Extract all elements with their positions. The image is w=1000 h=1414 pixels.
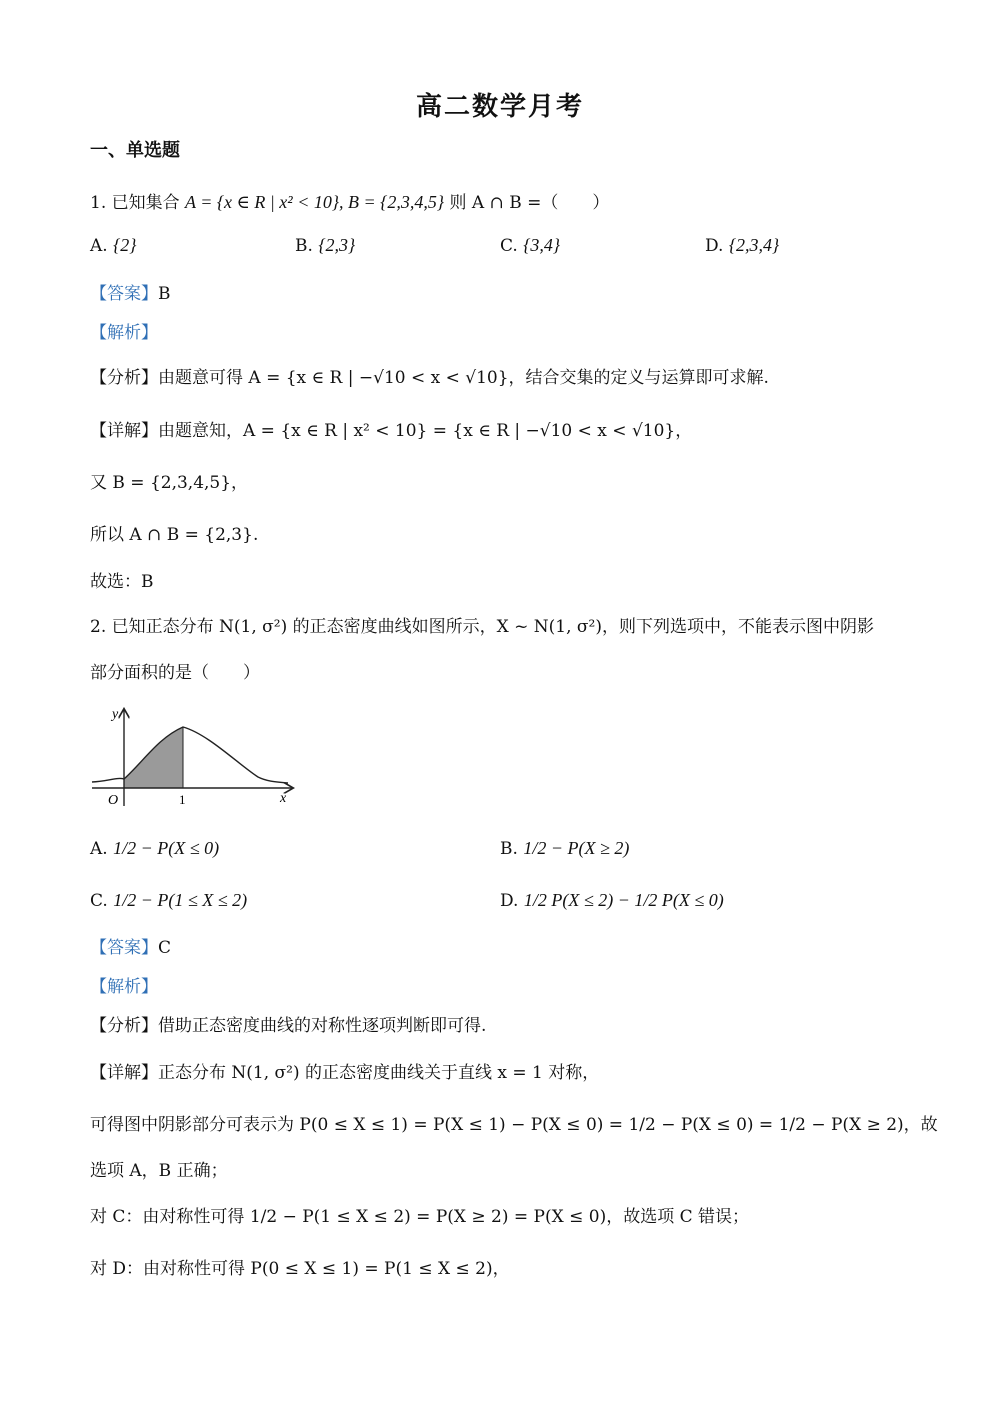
q1-detail-1: 【详解】由题意知，A = {x ∈ R | x² < 10} = {x ∈ R | −√10 < x < √10}， (90, 421, 693, 441)
q1-option-d (705, 235, 779, 256)
q1-option-a (90, 235, 137, 256)
q1-stem-math: A = {x ∈ R | x² < 10}, B = {2,3,4,5} (185, 192, 445, 212)
q2-jiexi: 【解析】 (90, 977, 158, 997)
normal-density-figure (88, 702, 298, 812)
option-label: C. (500, 236, 518, 256)
y-axis-label: y (112, 707, 119, 722)
q2-option-a (90, 838, 219, 859)
q2-detail-4: 对 C：由对称性可得 1/2 − P(1 ≤ X ≤ 2) = P(X ≥ 2) = P(X ≤ 0)，故选项 C 错误； (90, 1207, 750, 1227)
origin-label: O (108, 793, 119, 808)
q1-option-b (295, 235, 355, 256)
answer-label: 【答案】 (90, 938, 158, 958)
density-curve (92, 727, 288, 783)
option-text: 1/2 − P(1 ≤ X ≤ 2) (113, 890, 248, 910)
option-label: C. (90, 891, 108, 911)
option-label: D. (705, 236, 724, 256)
option-text: 1/2 − P(X ≤ 0) (113, 838, 220, 858)
option-text: {2} (113, 235, 137, 255)
q1-stem-suffix: 则 A ∩ B =（ ） (449, 193, 610, 213)
option-text: 1/2 P(X ≤ 2) − 1/2 P(X ≤ 0) (523, 890, 724, 910)
option-label: A. (90, 839, 108, 859)
q1-analysis: 【分析】由题意可得 A = {x ∈ R | −√10 < x < √10}，结合交集的定义与运算即可求解. (90, 368, 769, 388)
option-label: A. (90, 236, 108, 256)
q2-stem-line-2: 部分面积的是（ ） (90, 663, 260, 683)
answer-value: B (158, 284, 171, 304)
page-title: 高二数学月考 (415, 92, 584, 122)
q2-detail-3: 选项 A，B 正确； (90, 1161, 228, 1181)
q2-option-c (90, 890, 247, 911)
option-label: B. (295, 236, 313, 256)
answer-label: 【答案】 (90, 284, 158, 304)
option-label: D. (500, 891, 519, 911)
q2-option-b (500, 838, 629, 859)
option-text: {2,3} (318, 235, 356, 255)
option-text: {2,3,4} (728, 235, 780, 255)
answer-value: C (158, 938, 172, 958)
option-label: B. (500, 839, 518, 859)
option-text: 1/2 − P(X ≥ 2) (523, 838, 630, 858)
q1-detail-3: 所以 A ∩ B = {2,3}. (90, 525, 259, 545)
tick-label: 1 (179, 792, 186, 807)
q2-option-d (500, 890, 724, 911)
q2-detail-1: 【详解】正态分布 N(1, σ²) 的正态密度曲线关于直线 x = 1 对称， (90, 1063, 600, 1083)
q2-analysis: 【分析】借助正态密度曲线的对称性逐项判断即可得. (90, 1016, 487, 1036)
option-text: {3,4} (523, 235, 561, 255)
q1-stem (90, 190, 609, 215)
q1-stem-prefix: 1. 已知集合 (90, 193, 180, 213)
section-heading: 一、单选题 (90, 140, 180, 161)
q1-answer (90, 282, 171, 306)
q1-detail-2: 又 B = {2,3,4,5}， (90, 473, 249, 493)
q1-choose: 故选：B (90, 572, 154, 592)
q2-answer (90, 936, 171, 960)
q2-detail-2: 可得图中阴影部分可表示为 P(0 ≤ X ≤ 1) = P(X ≤ 1) − P(X ≤ 0) = 1/2 − P(X ≤ 0) = 1/2 − P(X ≥ 2)，故 (90, 1115, 938, 1135)
shaded-region (124, 727, 183, 788)
q1-jiexi: 【解析】 (90, 323, 158, 343)
x-axis-label: x (280, 791, 287, 806)
q2-stem-line-1: 2. 已知正态分布 N(1, σ²) 的正态密度曲线如图所示，X ~ N(1, σ²)，则下列选项中，不能表示图中阴影 (90, 617, 874, 637)
q2-detail-5: 对 D：由对称性可得 P(0 ≤ X ≤ 1) = P(1 ≤ X ≤ 2)， (90, 1259, 510, 1279)
q1-option-c (500, 235, 560, 256)
